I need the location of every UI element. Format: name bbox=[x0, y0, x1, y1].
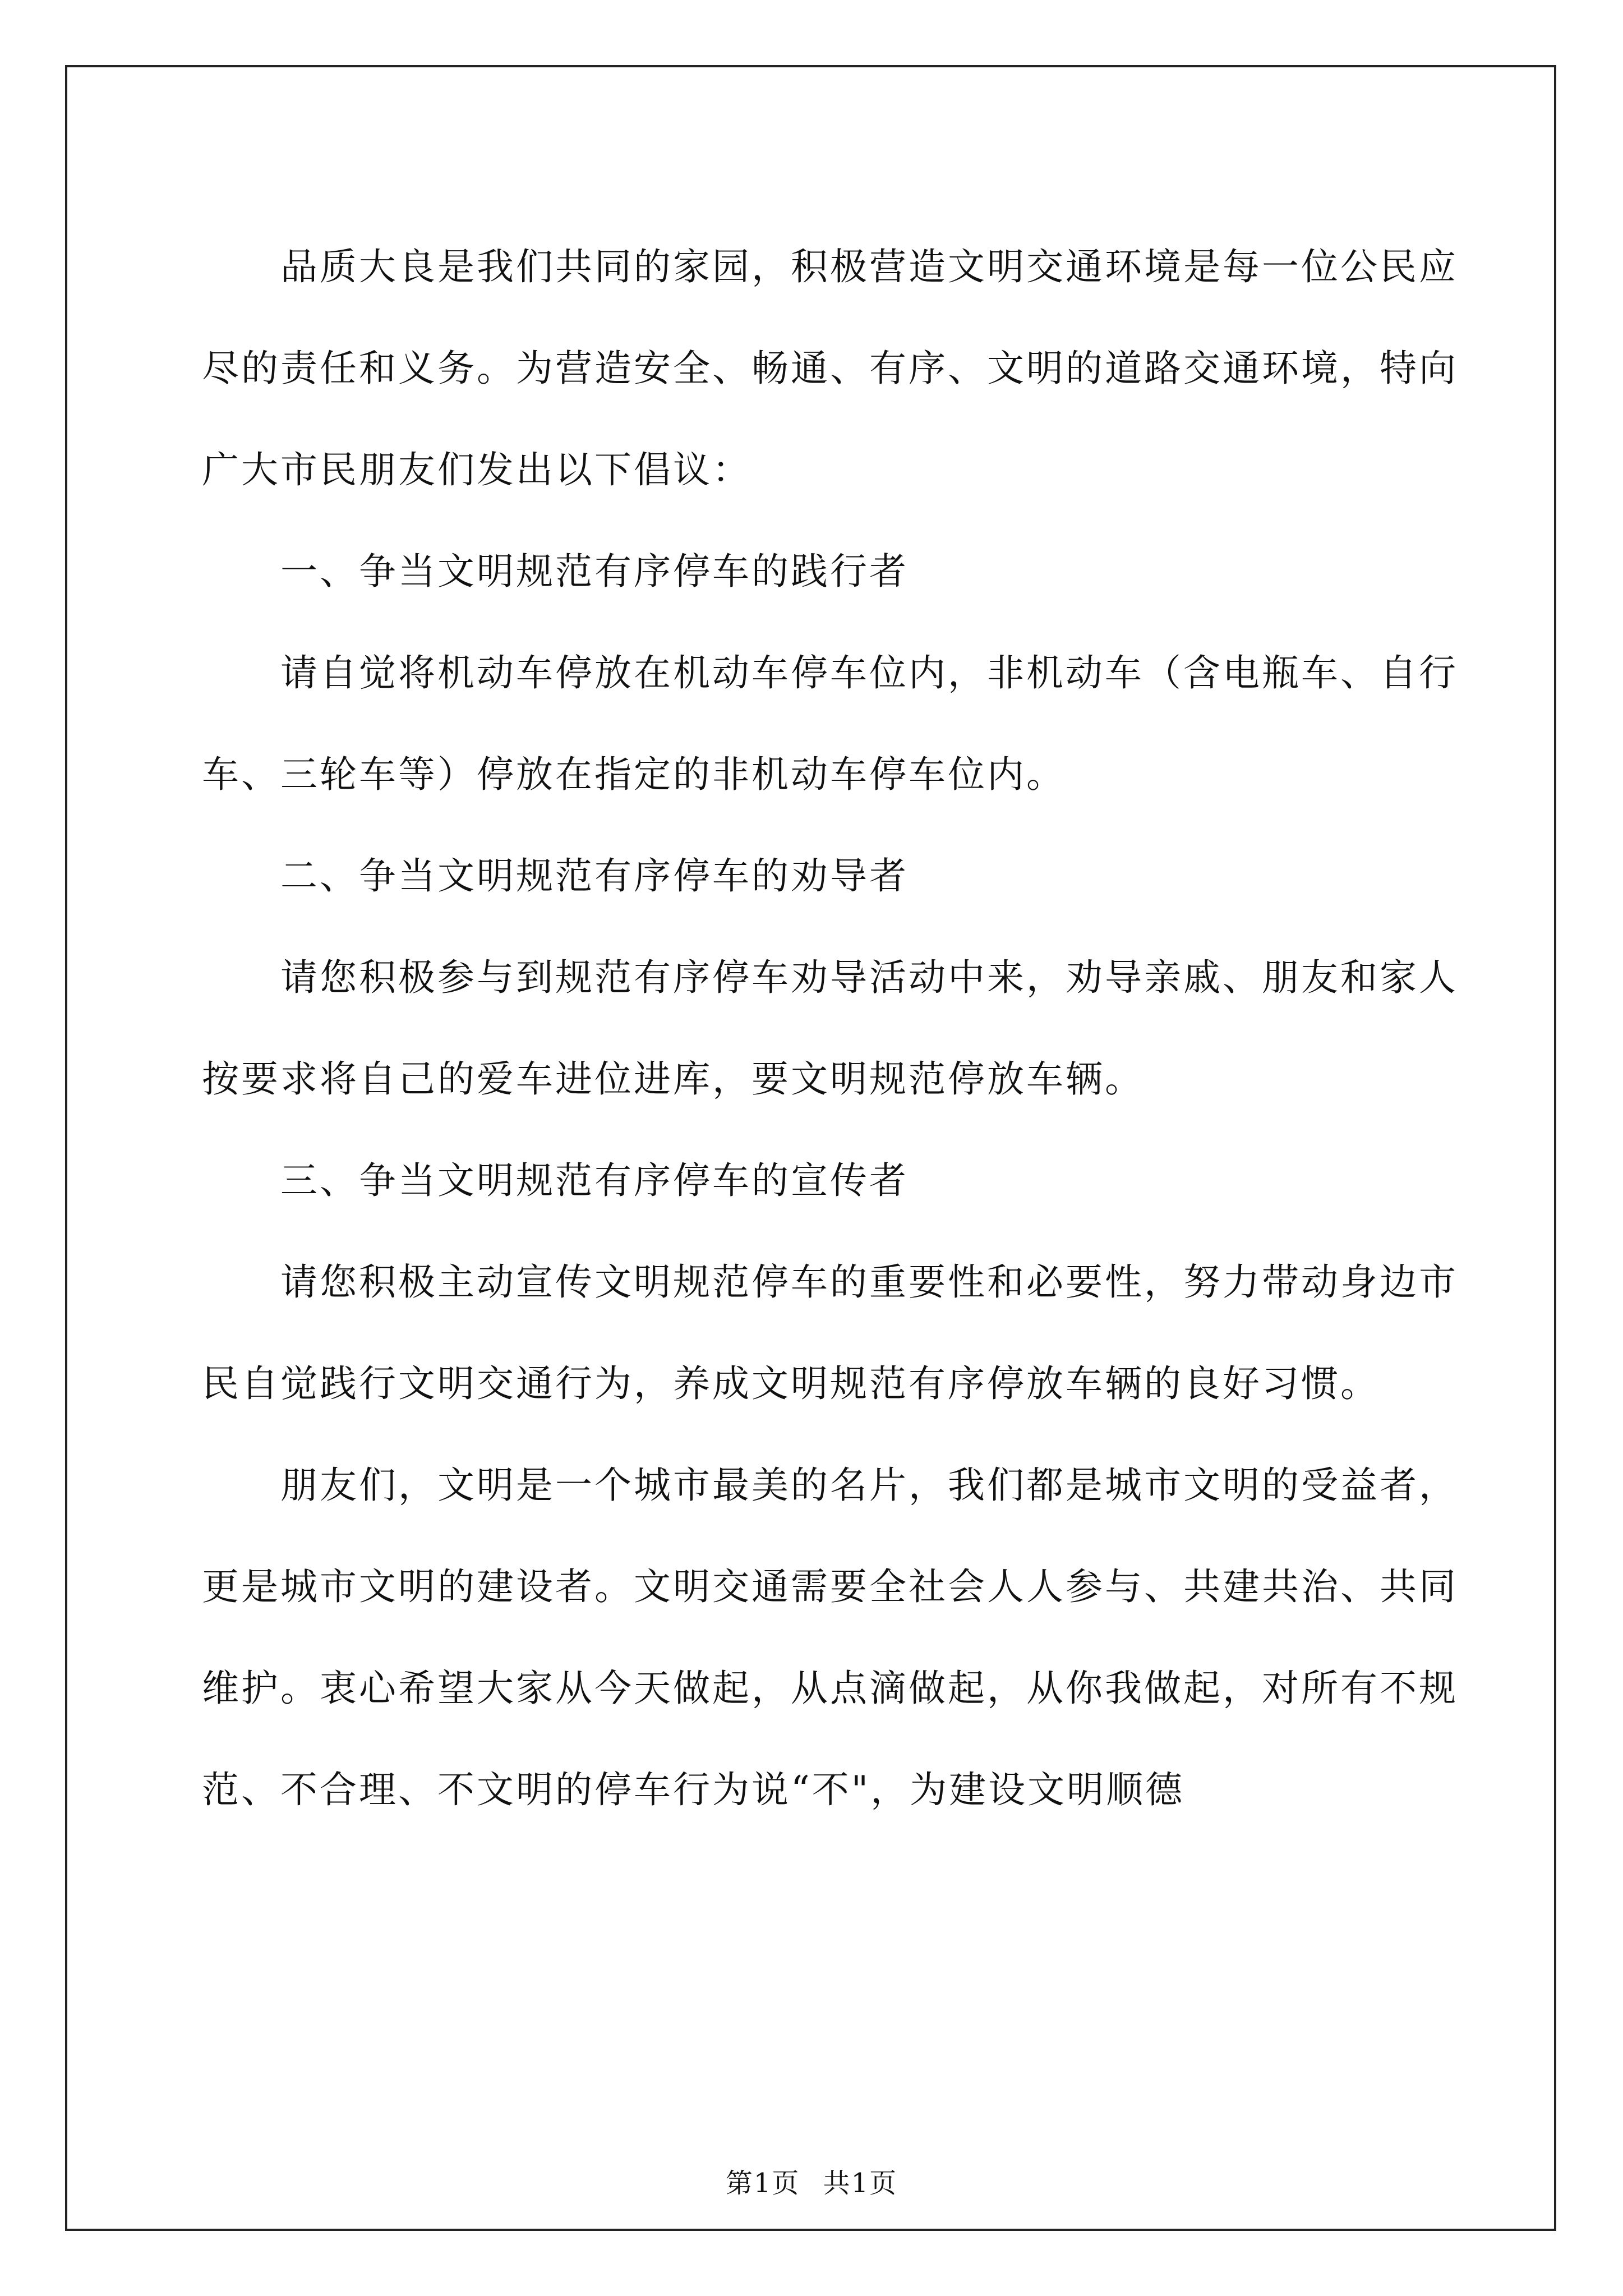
paragraph-closing: 朋友们，文明是一个城市最美的名片，我们都是城市文明的受益者，更是城市文明的建设者。文明交通需要全社会人人参与、共建共治、共同维护。衷心希望大家从今天做起，从点滴做起，从你我做起，对所有不规范、不合理、不文明的停车行为说“不"，为建设文明顺德 bbox=[202, 1464, 1458, 1811]
paragraph-intro: 品质大良是我们共同的家园，积极营造文明交通环境是每一位公民应尽的责任和义务。为营造安全、畅通、有序、文明的道路交通环境，特向广大市民朋友们发出以下倡议： bbox=[202, 245, 1458, 491]
paragraph-parking-rules: 请自觉将机动车停放在机动车停车位内，非机动车（含电瓶车、自行车、三轮车等）停放在指定的非机动车停车位内。 bbox=[202, 651, 1458, 796]
paragraph-persuade: 请您积极参与到规范有序停车劝导活动中来，劝导亲戚、朋友和家人按要求将自己的爱车进位进库，要文明规范停放车辆。 bbox=[202, 956, 1458, 1101]
heading-persuader: 二、争当文明规范有序停车的劝导者 bbox=[280, 854, 909, 898]
document-body bbox=[202, 216, 1458, 1841]
paragraph-promote: 请您积极主动宣传文明规范停车的重要性和必要性，努力带动身边市民自觉践行文明交通行为，养成文明规范有序停放车辆的良好习惯。 bbox=[202, 1260, 1458, 1405]
heading-practitioner: 一、争当文明规范有序停车的践行者 bbox=[280, 550, 909, 593]
heading-promoter: 三、争当文明规范有序停车的宣传者 bbox=[280, 1159, 909, 1202]
page-number: 第1页 bbox=[725, 2168, 800, 2199]
page-footer bbox=[0, 2166, 1623, 2200]
page-total: 共1页 bbox=[823, 2168, 898, 2199]
